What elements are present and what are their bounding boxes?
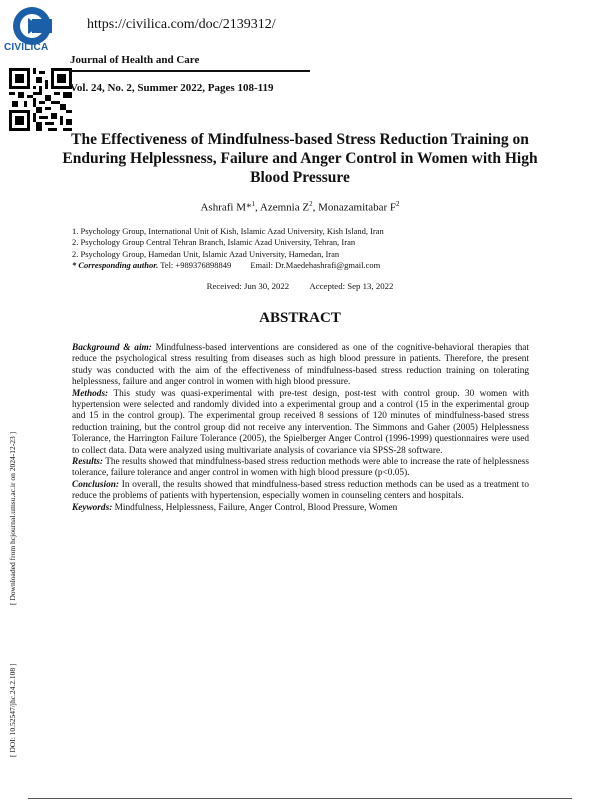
methods-label: Methods: bbox=[72, 388, 109, 399]
results-text: The results showed that mindfulness-based stress reduction methods were able to increase the rate of helplessness tolerance, failure tolerance and anger control in women with high blood pressure (p<0.05). bbox=[72, 457, 529, 479]
abstract-methods bbox=[72, 389, 529, 457]
volume-info: Vol. 24, No. 2, Summer 2022, Pages 108-119 bbox=[70, 82, 274, 94]
keywords-text: Mindfulness, Helplessness, Failure, Anger Control, Blood Pressure, Women bbox=[114, 502, 398, 513]
keywords-label: Keywords: bbox=[72, 502, 113, 513]
journal-name: Journal of Health and Care bbox=[70, 54, 200, 66]
footer-divider bbox=[28, 798, 572, 799]
corresponding-email[interactable]: Email: Dr.Maedehashrafi@gmail.com bbox=[250, 260, 381, 271]
paper-title: The Effectiveness of Mindfulness-based Stress Reduction Training on Enduring Helplessness, Failure and Anger Control in Women with High Blood Pressure bbox=[62, 131, 538, 186]
results-label: Results: bbox=[72, 457, 103, 468]
downloaded-note: [ Downloaded from hcjournal.umsu.ac.ir on 2024-12-23 ] bbox=[8, 431, 17, 605]
header-divider bbox=[70, 70, 310, 72]
qr-code-icon[interactable] bbox=[9, 68, 72, 131]
background-text: Mindfulness-based interventions are considered as one of the cognitive-behavioral therapies that reduce the psychological stress resulting from diseases such as high blood pressure in patients. Therefore, the present study was conducted with the aim of the effectiveness of mindfulness-based stress reduction training on tolerating helplessness, failure and anger control in women with high blood pressure. bbox=[72, 343, 530, 388]
received-date: Received: Jun 30, 2022 bbox=[206, 281, 290, 291]
conclusion-label: Conclusion: bbox=[72, 479, 120, 490]
abstract-heading: ABSTRACT bbox=[259, 310, 341, 326]
methods-text: This study was quasi-experimental with pre-test design, post-test with control group. 30 women with hypertension were selected and randomly divided into a experimental group and a control (15 in the experimental group and 15 in the control group). The experimental group received 8 sessions of 120 minutes of mindfulness-based stress reduction training, but the control group did not receive any intervention. The Simmons and Gaher (2005) Helplessness Tolerance, the Harrington Failure Tolerance (2005), the Spielberger Anger Control (1996-1999) questionnaires were used to collect data. Data were analyzed using multivariate analysis of covariance via SPSS-28 software. bbox=[72, 388, 530, 456]
author-name: Monazamitabar F bbox=[318, 201, 397, 214]
abstract-conclusion bbox=[72, 480, 529, 503]
abstract-background bbox=[72, 343, 529, 389]
doi-note[interactable]: [ DOI: 10.52547/jhc.24.2.108 ] bbox=[8, 663, 17, 757]
corresponding-author bbox=[72, 260, 532, 271]
author-affiliation-marker: 2 bbox=[309, 200, 313, 208]
abstract-keywords bbox=[72, 503, 529, 514]
abstract-results bbox=[72, 457, 529, 480]
background-label: Background & aim: bbox=[72, 343, 152, 353]
author-affiliation-marker: 1 bbox=[251, 200, 256, 208]
author-name: Azemnia Z bbox=[259, 201, 310, 214]
corresponding-label: * Corresponding author. bbox=[72, 260, 159, 271]
logo-text: CIVILICA bbox=[4, 42, 49, 53]
source-url-link[interactable]: https://civilica.com/doc/2139312/ bbox=[87, 17, 276, 32]
received-accepted-dates bbox=[60, 281, 540, 291]
affiliation-item: 1. Psychology Group, International Unit of Kish, Islamic Azad University, Kish Island, Iran bbox=[72, 226, 384, 236]
affiliations bbox=[72, 226, 532, 272]
conclusion-text: In overall, the results showed that mindfulness-based stress reduction methods can be used as a treatment to reduce the problems of patients with hypertension, especially women in counseling centers and hospitals. bbox=[72, 479, 529, 502]
abstract-body bbox=[72, 343, 529, 514]
corresponding-tel: Tel: +989376898849 bbox=[160, 260, 232, 271]
affiliation-item: 2. Psychology Group Central Tehran Branch, Islamic Azad University, Tehran, Iran bbox=[72, 237, 356, 248]
affiliation-item: 2. Psychology Group, Hamedan Unit, Islamic Azad University, Hamedan, Iran bbox=[72, 248, 340, 259]
author-name: Ashrafi M* bbox=[200, 201, 252, 214]
accepted-date: Accepted: Sep 13, 2022 bbox=[309, 281, 394, 291]
author-list: Ashrafi M*$^1$, Azemnia $Z^2$, Monazamitabar $F^2$ bbox=[200, 200, 400, 214]
author-affiliation-marker: 2 bbox=[396, 200, 400, 208]
